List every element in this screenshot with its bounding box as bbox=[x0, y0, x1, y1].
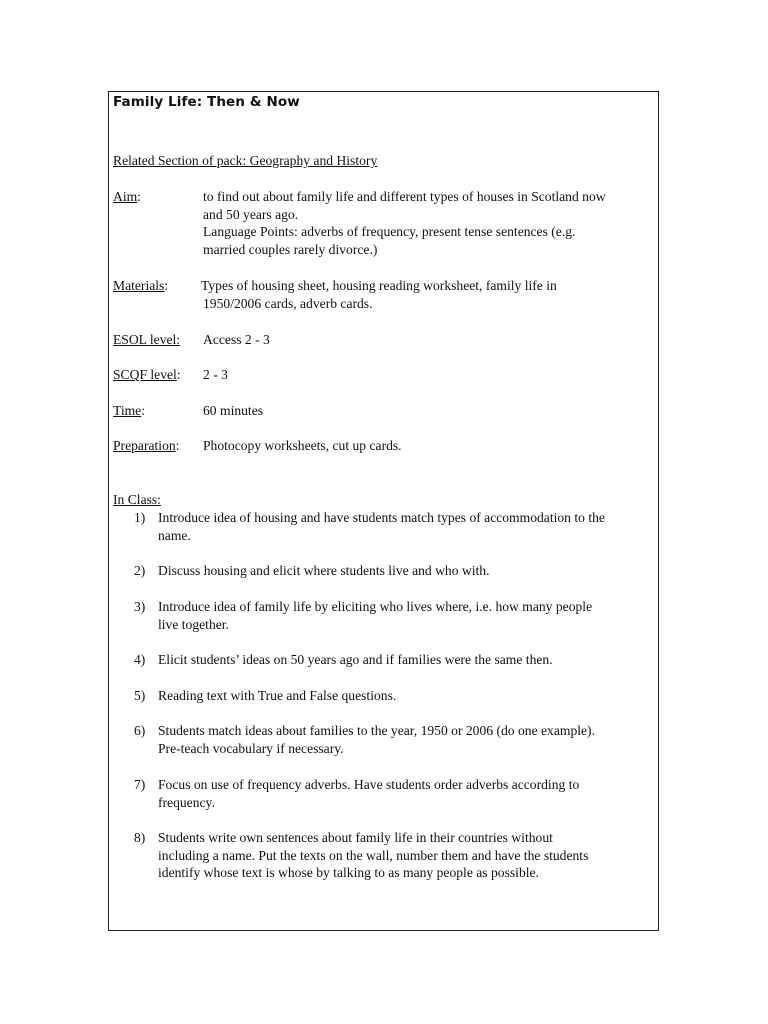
aim-line-4: married couples rarely divorce.) bbox=[203, 241, 378, 257]
aim-line-2: and 50 years ago. bbox=[203, 206, 299, 222]
related-section: Related Section of pack: Geography and History bbox=[113, 153, 378, 168]
aim-line-3: Language Points: adverbs of frequency, present tense sentences (e.g. bbox=[203, 224, 576, 239]
scqf-label: SCQF level: bbox=[113, 367, 181, 382]
in-class-heading: In Class: bbox=[113, 492, 161, 507]
esol-value: Access 2 - 3 bbox=[203, 332, 270, 347]
scqf-value: 2 - 3 bbox=[203, 367, 228, 382]
preparation-value: Photocopy worksheets, cut up cards. bbox=[203, 438, 402, 453]
aim-line-1: to find out about family life and different types of houses in Scotland now bbox=[203, 189, 606, 204]
time-label: Time: bbox=[113, 403, 145, 418]
time-value: 60 minutes bbox=[203, 403, 264, 418]
esol-label: ESOL level: bbox=[113, 332, 181, 347]
materials-line-2: 1950/2006 cards, adverb cards. bbox=[203, 295, 373, 311]
page-title: Family Life: Then & Now bbox=[113, 94, 300, 110]
materials-label: Materials: bbox=[113, 278, 169, 293]
materials-line-1: Types of housing sheet, housing reading worksheet, family life in bbox=[201, 278, 557, 293]
aim-label: Aim: bbox=[113, 189, 141, 204]
preparation-label: Preparation: bbox=[113, 438, 180, 453]
